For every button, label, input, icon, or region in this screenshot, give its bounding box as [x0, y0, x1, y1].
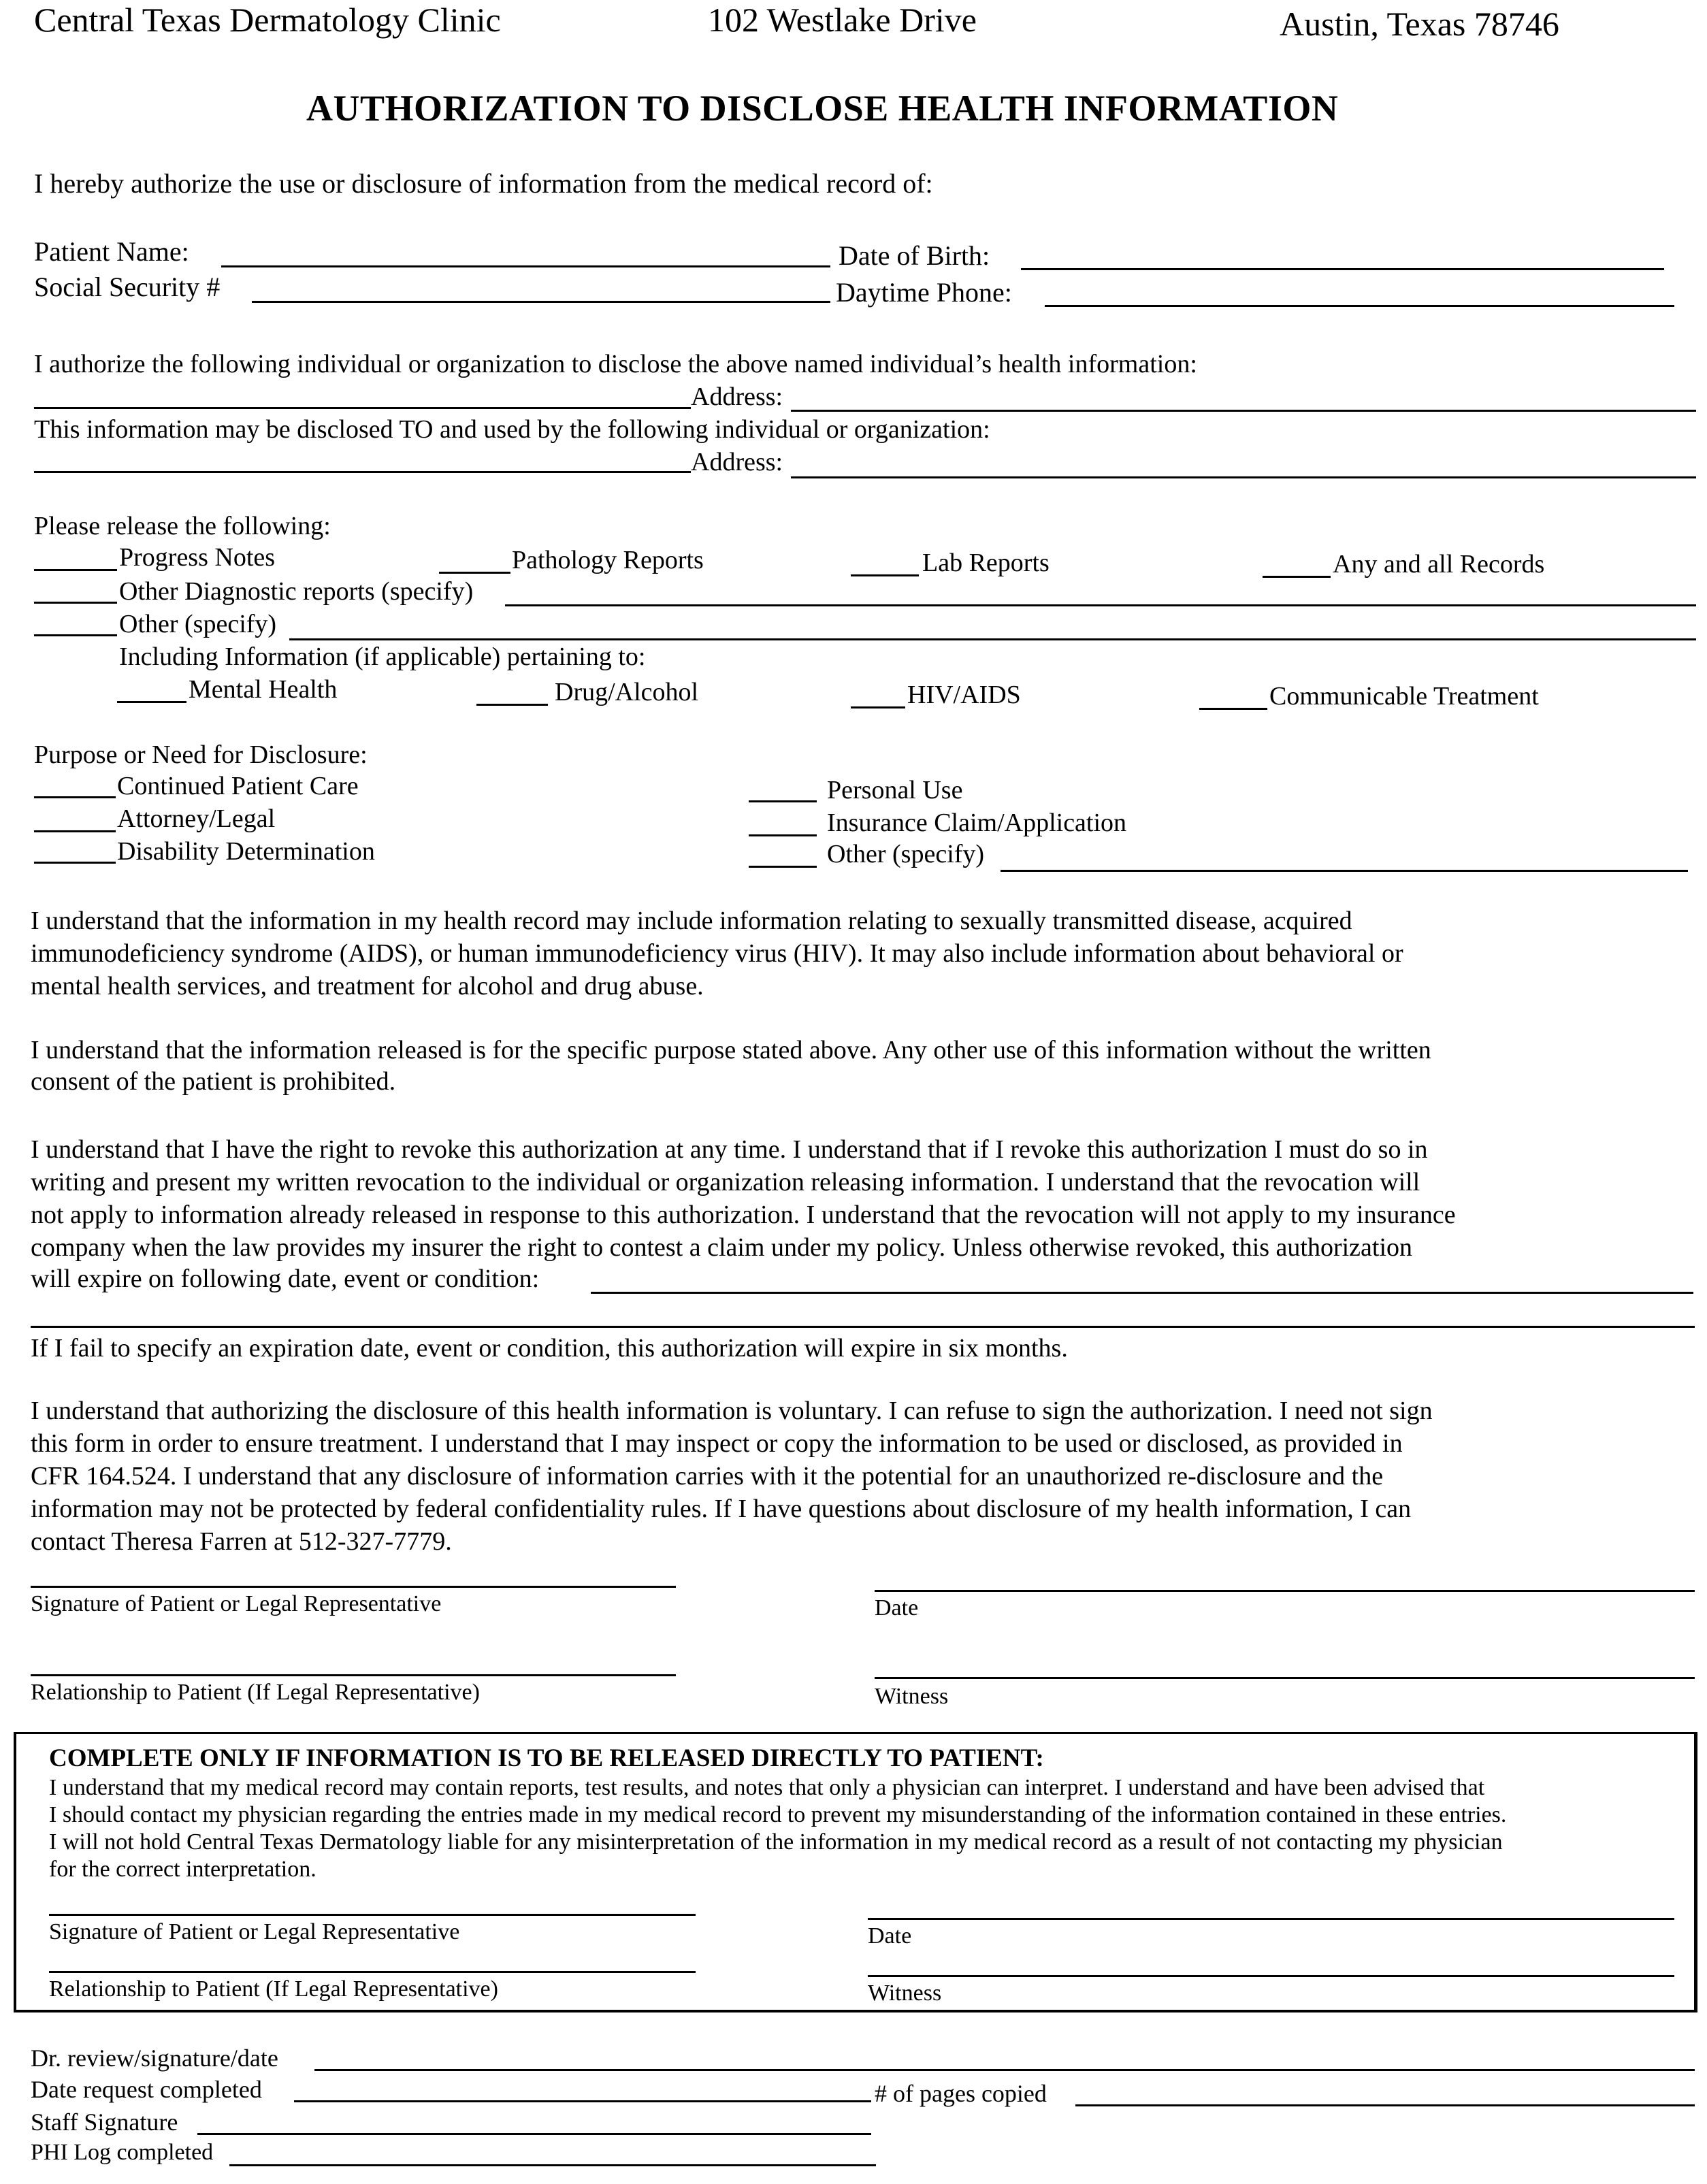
date-completed-label: Date request completed	[31, 2076, 262, 2103]
disclose-to-text: This information may be disclosed TO and used by the following individual or organization:	[34, 415, 990, 444]
pathology-reports-checkline[interactable]	[439, 572, 510, 574]
para4-line3: CFR 164.524. I understand that any disclosure of information carries with it the potential for an unauthorized re-disclosure and the	[31, 1462, 1384, 1490]
any-all-records-checkline[interactable]	[1263, 576, 1331, 578]
any-all-records-label: Any and all Records	[1333, 550, 1545, 578]
other-diagnostic-field[interactable]	[505, 604, 1696, 606]
pages-copied-label: # of pages copied	[875, 2080, 1047, 2107]
other-diagnostic-checkline[interactable]	[34, 602, 117, 604]
box-line3: I will not hold Central Texas Dermatology liable for any misinterpretation of the information in my medical record as a result of not contacting my physician	[49, 1829, 1503, 1855]
para4-line4: information may not be protected by federal confidentiality rules. If I have questions about disclosure of my health information, I can	[31, 1495, 1412, 1523]
box-heading: COMPLETE ONLY IF INFORMATION IS TO BE RELEASED DIRECTLY TO PATIENT:	[49, 1744, 1044, 1772]
other-specify-checkline[interactable]	[34, 634, 117, 636]
purpose-heading: Purpose or Need for Disclosure:	[34, 740, 368, 769]
expire-note: If I fail to specify an expiration date, event or condition, this authorization will expire in six months.	[31, 1334, 1068, 1363]
para3-line4: company when the law provides my insurer the right to contest a claim under my policy. Unless otherwise revoked, this authorization	[31, 1233, 1413, 1262]
form-title: AUTHORIZATION TO DISCLOSE HEALTH INFORMATION	[306, 88, 1339, 129]
daytime-phone-label: Daytime Phone:	[836, 277, 1012, 308]
hiv-aids-label: HIV/AIDS	[907, 681, 1021, 709]
lab-reports-label: Lab Reports	[922, 549, 1050, 577]
dob-field[interactable]	[1021, 268, 1664, 270]
para4-line5: contact Theresa Farren at 512-327-7779.	[31, 1527, 452, 1556]
drug-alcohol-checkline[interactable]	[476, 704, 548, 706]
signature-label: Signature of Patient or Legal Representative	[31, 1591, 442, 1616]
disclose-from-address-field[interactable]	[791, 410, 1696, 412]
disclose-to-address-field[interactable]	[791, 476, 1696, 478]
para3-line5: will expire on following date, event or condition:	[31, 1265, 540, 1293]
signature-line[interactable]	[31, 1586, 676, 1588]
clinic-name: Central Texas Dermatology Clinic	[34, 1, 501, 39]
attorney-label: Attorney/Legal	[117, 804, 276, 833]
witness-label: Witness	[875, 1684, 949, 1709]
para3-line3: not apply to information already released in response to this authorization. I understand that the revocation will not apply to my insurance	[31, 1201, 1456, 1229]
box-date-label: Date	[868, 1923, 912, 1949]
other-specify-label: Other (specify)	[119, 610, 277, 638]
progress-notes-label: Progress Notes	[119, 543, 276, 572]
box-line4: for the correct interpretation.	[49, 1857, 316, 1882]
drug-alcohol-label: Drug/Alcohol	[555, 678, 699, 706]
personal-use-checkline[interactable]	[749, 800, 817, 802]
dr-review-label: Dr. review/signature/date	[31, 2044, 278, 2072]
date-line[interactable]	[875, 1590, 1695, 1592]
progress-notes-checkline[interactable]	[34, 569, 117, 571]
insurance-label: Insurance Claim/Application	[827, 809, 1127, 837]
patient-name-label: Patient Name:	[34, 236, 189, 267]
box-relationship-label: Relationship to Patient (If Legal Representative)	[49, 1976, 498, 2002]
lab-reports-checkline[interactable]	[851, 574, 919, 576]
para1-line1: I understand that the information in my health record may include information relating to sexually transmitted disease, acquired	[31, 907, 1352, 935]
date-label: Date	[875, 1595, 919, 1620]
disability-checkline[interactable]	[34, 862, 116, 864]
clinic-city: Austin, Texas 78746	[1280, 5, 1559, 43]
box-date-line[interactable]	[868, 1918, 1674, 1920]
continued-care-checkline[interactable]	[34, 796, 116, 798]
box-line2: I should contact my physician regarding the entries made in my medical record to prevent my misunderstanding of the information contained in these entries.	[49, 1802, 1507, 1827]
witness-line[interactable]	[875, 1677, 1695, 1679]
patient-name-field[interactable]	[221, 265, 830, 267]
pathology-reports-label: Pathology Reports	[512, 546, 704, 574]
mental-health-label: Mental Health	[189, 675, 338, 704]
intro-text: I hereby authorize the use or disclosure of information from the medical record of:	[34, 168, 933, 199]
para1-line3: mental health services, and treatment for alcohol and drug abuse.	[31, 972, 704, 1000]
including-info-label: Including Information (if applicable) pertaining to:	[119, 642, 646, 671]
personal-use-label: Personal Use	[827, 776, 963, 804]
para4-line2: this form in order to ensure treatment. I understand that I may inspect or copy the information to be used or disclosed, as provided in	[31, 1429, 1403, 1458]
release-heading: Please release the following:	[34, 512, 331, 540]
expiration-field[interactable]	[591, 1292, 1693, 1294]
pages-copied-field[interactable]	[1075, 2104, 1695, 2106]
purpose-other-checkline[interactable]	[749, 866, 817, 868]
para2-line1: I understand that the information released is for the specific purpose stated above. Any other use of this information without the written	[31, 1036, 1431, 1064]
disclose-from-address-label: Address:	[691, 382, 783, 411]
dob-label: Date of Birth:	[839, 240, 990, 271]
para3-line1: I understand that I have the right to revoke this authorization at any time. I understand that if I revoke this authorization I must do so in	[31, 1135, 1428, 1164]
relationship-line[interactable]	[31, 1674, 676, 1676]
phi-log-label: PHI Log completed	[31, 2140, 214, 2165]
para4-line1: I understand that authorizing the disclosure of this health information is voluntary. I can refuse to sign the authorization. I need not sign	[31, 1397, 1433, 1425]
disability-label: Disability Determination	[117, 837, 375, 866]
staff-signature-field[interactable]	[197, 2133, 871, 2135]
para2-line2: consent of the patient is prohibited.	[31, 1067, 396, 1096]
para3-line2: writing and present my written revocation to the individual or organization releasing information. I understand that the revocation will	[31, 1168, 1420, 1196]
box-relationship-line[interactable]	[49, 1971, 696, 1973]
phi-log-field[interactable]	[229, 2164, 876, 2166]
relationship-label: Relationship to Patient (If Legal Representative)	[31, 1680, 480, 1705]
ssn-field[interactable]	[252, 301, 830, 303]
insurance-checkline[interactable]	[749, 834, 817, 836]
box-line1: I understand that my medical record may contain reports, test results, and notes that only a physician can interpret. I understand and have been advised that	[49, 1775, 1485, 1800]
other-specify-field[interactable]	[289, 638, 1696, 640]
dr-review-field[interactable]	[314, 2069, 1695, 2071]
box-signature-label: Signature of Patient or Legal Representative	[49, 1919, 460, 1944]
attorney-checkline[interactable]	[34, 830, 116, 832]
communicable-label: Communicable Treatment	[1269, 682, 1539, 711]
box-signature-line[interactable]	[49, 1914, 696, 1916]
disclose-to-address-label: Address:	[691, 448, 783, 476]
disclose-from-org-field[interactable]	[34, 407, 691, 409]
staff-signature-label: Staff Signature	[31, 2108, 178, 2136]
ssn-label: Social Security #	[34, 272, 221, 302]
other-diagnostic-label: Other Diagnostic reports (specify)	[119, 577, 474, 606]
communicable-checkline[interactable]	[1199, 708, 1267, 710]
clinic-street: 102 Westlake Drive	[708, 1, 977, 39]
mental-health-checkline[interactable]	[117, 701, 186, 703]
date-completed-field[interactable]	[294, 2100, 871, 2102]
purpose-other-label: Other (specify)	[827, 840, 985, 868]
hiv-aids-checkline[interactable]	[851, 706, 905, 708]
disclose-from-text: I authorize the following individual or organization to disclose the above named individual’s health information:	[34, 350, 1197, 378]
box-witness-line[interactable]	[868, 1975, 1674, 1977]
expiration-field-line2[interactable]	[31, 1326, 1695, 1328]
purpose-other-field[interactable]	[1001, 870, 1688, 872]
box-witness-label: Witness	[868, 1981, 942, 2006]
continued-care-label: Continued Patient Care	[117, 772, 359, 800]
para1-line2: immunodeficiency syndrome (AIDS), or human immunodeficiency virus (HIV). It may also include information about behavioral or	[31, 939, 1403, 968]
daytime-phone-field[interactable]	[1045, 305, 1674, 307]
disclose-to-org-field[interactable]	[34, 471, 691, 473]
